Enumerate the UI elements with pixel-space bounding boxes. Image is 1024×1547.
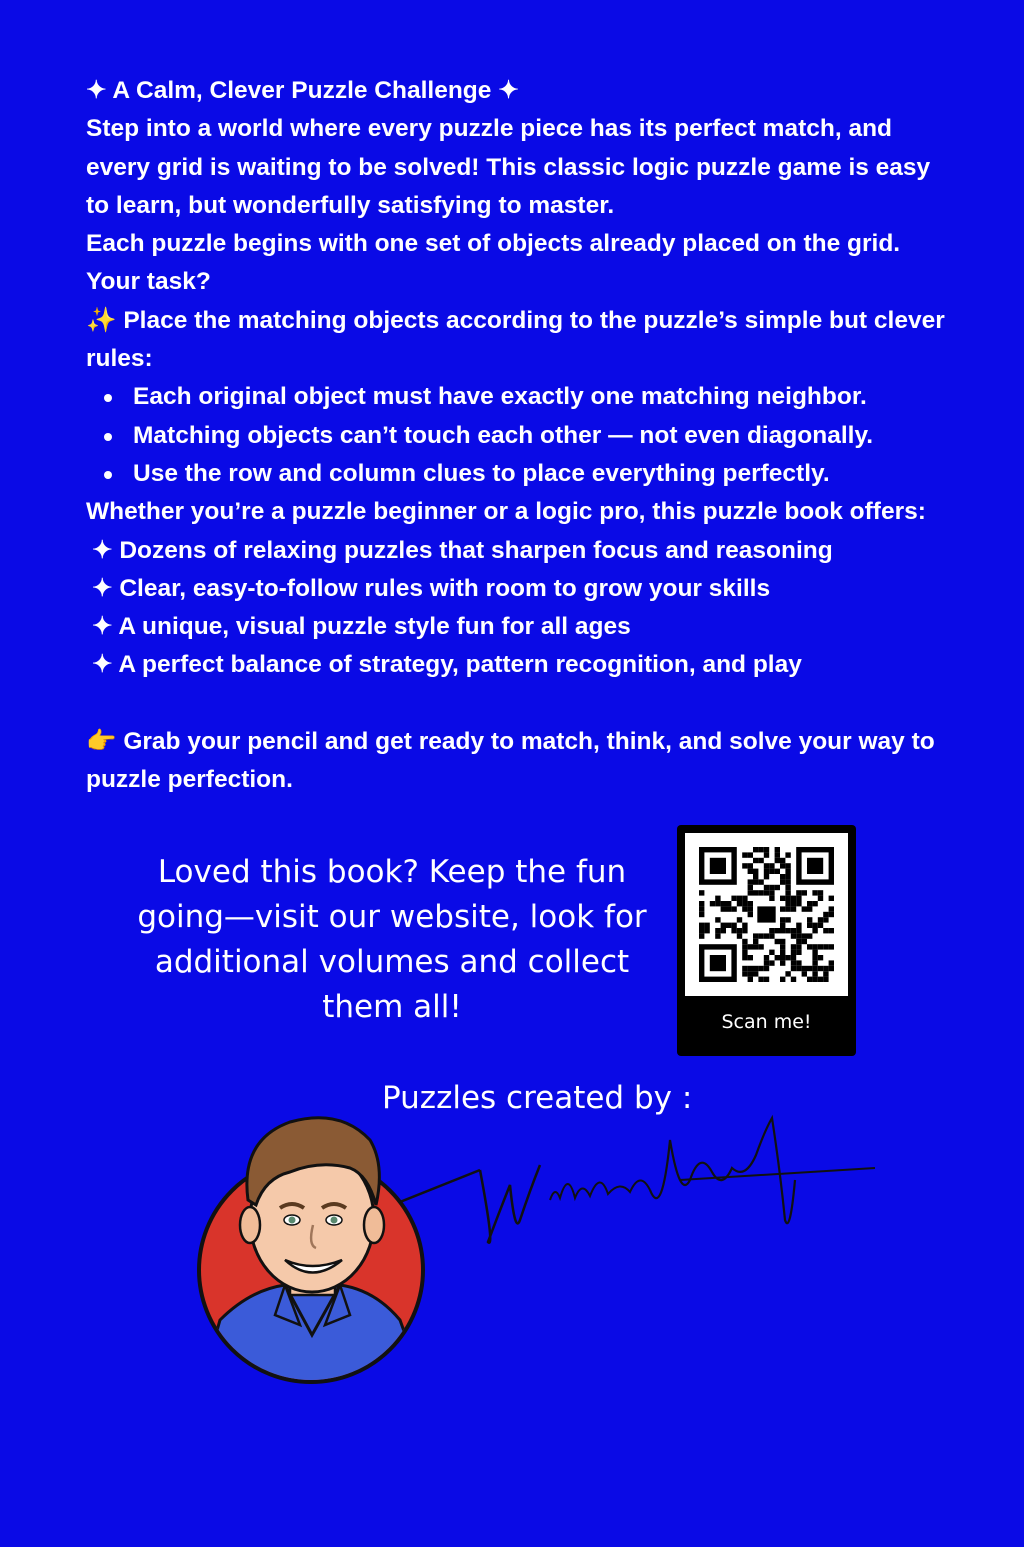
task-text: Place the matching objects according to the puzzle’s simple but clever rules: <box>86 306 945 373</box>
qr-label: Scan me! <box>721 1011 812 1033</box>
sparkles-icon: ✨ <box>86 306 117 334</box>
feature-item: ✦ A perfect balance of strategy, pattern recognition, and play <box>92 651 802 679</box>
offers-intro: Whether you’re a puzzle beginner or a logic pro, this puzzle book offers: <box>86 498 926 526</box>
spacer <box>86 685 946 723</box>
rule-item: Use the row and column clues to place everything perfectly. <box>86 455 946 493</box>
qr-card[interactable] <box>677 825 856 1056</box>
author-signature <box>400 1110 875 1265</box>
pointing-hand-icon: 👉 <box>86 728 117 756</box>
author-portrait <box>190 1100 430 1390</box>
feature-item: ✦ Dozens of relaxing puzzles that sharpen focus and reasoning <box>92 536 833 564</box>
description-text-block <box>86 72 946 800</box>
qr-code-icon[interactable] <box>685 833 848 996</box>
cta-text: Grab your pencil and get ready to match, think, and solve your way to puzzle perfection. <box>86 728 935 794</box>
feature-item: ✦ Clear, easy-to-follow rules with room to grow your skills <box>92 574 771 602</box>
rules-list <box>86 378 946 493</box>
blurb-heading: ✦ A Calm, Clever Puzzle Challenge ✦ <box>86 77 519 104</box>
promo-text: Loved this book? Keep the fun going—visit our website, look for additional volumes and collect them all! <box>137 854 647 1025</box>
blurb-task <box>86 302 946 379</box>
credit-text: Puzzles created by : <box>382 1080 693 1116</box>
call-to-action <box>86 723 946 800</box>
blurb-setup: Each puzzle begins with one set of objects already placed on the grid. Your task? <box>86 230 901 296</box>
rule-item: Matching objects can’t touch each other — not even diagonally. <box>86 417 946 455</box>
features-list <box>86 532 946 685</box>
rule-item: Each original object must have exactly one matching neighbor. <box>86 378 946 416</box>
blurb-intro: Step into a world where every puzzle piece has its perfect match, and every grid is waiting to be solved! This classic logic puzzle game is easy to learn, but wonderfully satisfying to master. <box>86 115 931 219</box>
feature-item: ✦ A unique, visual puzzle style fun for all ages <box>92 613 631 641</box>
